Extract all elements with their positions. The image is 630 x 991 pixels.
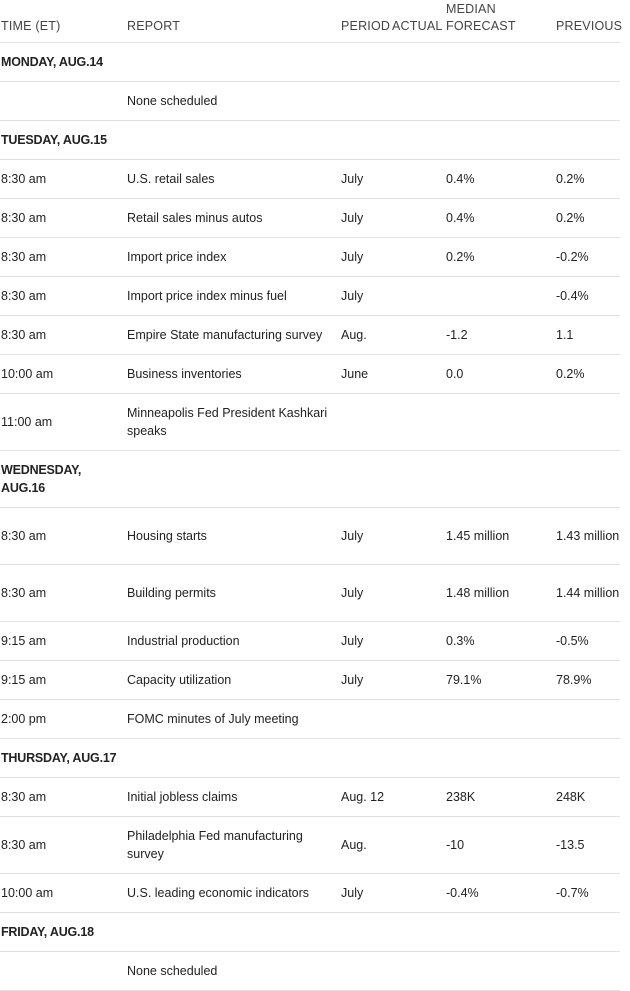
cell-period: July: [340, 238, 391, 277]
cell-time: 8:30 am: [0, 199, 126, 238]
cell-actual: [391, 508, 445, 565]
cell-report: U.S. retail sales: [126, 160, 340, 199]
cell-previous: 1.43 million: [555, 508, 620, 565]
cell-previous: -0.5%: [555, 622, 620, 661]
cell-period: July: [340, 874, 391, 913]
day-header-row: [0, 913, 620, 952]
report-row: [0, 622, 620, 661]
cell-time: 2:00 pm: [0, 700, 126, 739]
cell-period: June: [340, 355, 391, 394]
report-row: [0, 700, 620, 739]
cell-report: Import price index: [126, 238, 340, 277]
cell-report: Initial jobless claims: [126, 778, 340, 817]
cell-time: 8:30 am: [0, 238, 126, 277]
cell-period: [340, 82, 391, 121]
cell-actual: [391, 952, 445, 991]
cell-report: Business inventories: [126, 355, 340, 394]
day-label: MONDAY, AUG.14: [1, 55, 103, 69]
header-report: REPORT: [126, 0, 340, 43]
cell-time: 8:30 am: [0, 817, 126, 874]
cell-median: 79.1%: [445, 661, 555, 700]
cell-median: [445, 952, 555, 991]
report-row: [0, 238, 620, 277]
cell-median: -0.4%: [445, 874, 555, 913]
cell-time: [0, 82, 126, 121]
cell-time: 8:30 am: [0, 160, 126, 199]
cell-report: Minneapolis Fed President Kashkari speaks: [126, 394, 340, 451]
cell-time: 8:30 am: [0, 508, 126, 565]
cell-median: [445, 277, 555, 316]
cell-time: 10:00 am: [0, 355, 126, 394]
report-row: [0, 817, 620, 874]
cell-report: U.S. leading economic indicators: [126, 874, 340, 913]
cell-actual: [391, 778, 445, 817]
cell-median: 238K: [445, 778, 555, 817]
cell-report: Industrial production: [126, 622, 340, 661]
cell-report: None scheduled: [126, 952, 340, 991]
cell-previous: [555, 394, 620, 451]
cell-median: 0.4%: [445, 199, 555, 238]
cell-median: [445, 700, 555, 739]
report-row: [0, 355, 620, 394]
cell-period: July: [340, 160, 391, 199]
cell-actual: [391, 199, 445, 238]
cell-report: Import price index minus fuel: [126, 277, 340, 316]
cell-median: [445, 394, 555, 451]
cell-median: -1.2: [445, 316, 555, 355]
report-row: [0, 661, 620, 700]
report-row: [0, 778, 620, 817]
cell-actual: [391, 661, 445, 700]
cell-report: None scheduled: [126, 82, 340, 121]
cell-previous: 0.2%: [555, 199, 620, 238]
cell-previous: 1.1: [555, 316, 620, 355]
header-row: [0, 0, 620, 43]
cell-report: Empire State manufacturing survey: [126, 316, 340, 355]
report-row: [0, 160, 620, 199]
cell-actual: [391, 160, 445, 199]
cell-actual: [391, 316, 445, 355]
day-header-row: [0, 121, 620, 160]
day-header-row: [0, 451, 620, 508]
cell-period: July: [340, 622, 391, 661]
day-label: WEDNESDAY, AUG.16: [1, 463, 82, 495]
report-row: [0, 508, 620, 565]
day-header-row: [0, 739, 620, 778]
cell-previous: 0.2%: [555, 355, 620, 394]
day-label: TUESDAY, AUG.15: [1, 133, 107, 147]
day-label: FRIDAY, AUG.18: [1, 925, 94, 939]
cell-previous: -0.2%: [555, 238, 620, 277]
cell-report: Housing starts: [126, 508, 340, 565]
cell-previous: 78.9%: [555, 661, 620, 700]
report-row: [0, 199, 620, 238]
cell-report: Philadelphia Fed manufacturing survey: [126, 817, 340, 874]
cell-period: [340, 700, 391, 739]
cell-actual: [391, 394, 445, 451]
header-previous: PREVIOUS: [555, 0, 620, 43]
report-row: [0, 394, 620, 451]
cell-period: July: [340, 565, 391, 622]
cell-time: 8:30 am: [0, 277, 126, 316]
report-row: [0, 316, 620, 355]
cell-actual: [391, 82, 445, 121]
cell-period: Aug. 12: [340, 778, 391, 817]
day-header-row: [0, 43, 620, 82]
cell-period: July: [340, 508, 391, 565]
report-row: [0, 277, 620, 316]
cell-period: Aug.: [340, 316, 391, 355]
cell-actual: [391, 700, 445, 739]
cell-time: 8:30 am: [0, 565, 126, 622]
cell-actual: [391, 622, 445, 661]
cell-median: 1.45 million: [445, 508, 555, 565]
report-row: [0, 952, 620, 991]
cell-period: July: [340, 277, 391, 316]
report-row: [0, 82, 620, 121]
cell-report: Capacity utilization: [126, 661, 340, 700]
cell-report: Retail sales minus autos: [126, 199, 340, 238]
cell-report: Building permits: [126, 565, 340, 622]
cell-time: 9:15 am: [0, 661, 126, 700]
header-time: TIME (ET): [0, 0, 126, 43]
header-period: PERIOD: [340, 0, 391, 43]
calendar-body: [0, 43, 620, 991]
report-row: [0, 565, 620, 622]
cell-previous: -0.4%: [555, 277, 620, 316]
cell-period: Aug.: [340, 817, 391, 874]
report-row: [0, 874, 620, 913]
cell-time: 8:30 am: [0, 316, 126, 355]
cell-previous: -0.7%: [555, 874, 620, 913]
cell-time: [0, 952, 126, 991]
header-actual: ACTUAL: [391, 0, 445, 43]
day-label: THURSDAY, AUG.17: [1, 751, 117, 765]
cell-previous: [555, 700, 620, 739]
cell-median: 0.3%: [445, 622, 555, 661]
cell-median: [445, 82, 555, 121]
cell-previous: [555, 952, 620, 991]
cell-actual: [391, 874, 445, 913]
cell-time: 11:00 am: [0, 394, 126, 451]
cell-previous: 0.2%: [555, 160, 620, 199]
cell-median: 0.4%: [445, 160, 555, 199]
cell-time: 9:15 am: [0, 622, 126, 661]
header-median-forecast: MEDIAN FORECAST: [445, 0, 555, 43]
cell-actual: [391, 817, 445, 874]
cell-actual: [391, 565, 445, 622]
cell-previous: 1.44 million: [555, 565, 620, 622]
cell-median: 0.0: [445, 355, 555, 394]
cell-actual: [391, 238, 445, 277]
cell-actual: [391, 355, 445, 394]
cell-previous: 248K: [555, 778, 620, 817]
cell-period: July: [340, 661, 391, 700]
cell-median: 0.2%: [445, 238, 555, 277]
cell-period: July: [340, 199, 391, 238]
cell-median: 1.48 million: [445, 565, 555, 622]
cell-period: [340, 952, 391, 991]
cell-period: [340, 394, 391, 451]
cell-time: 8:30 am: [0, 778, 126, 817]
cell-previous: -13.5: [555, 817, 620, 874]
cell-median: -10: [445, 817, 555, 874]
cell-report: FOMC minutes of July meeting: [126, 700, 340, 739]
cell-actual: [391, 277, 445, 316]
cell-previous: [555, 82, 620, 121]
cell-time: 10:00 am: [0, 874, 126, 913]
